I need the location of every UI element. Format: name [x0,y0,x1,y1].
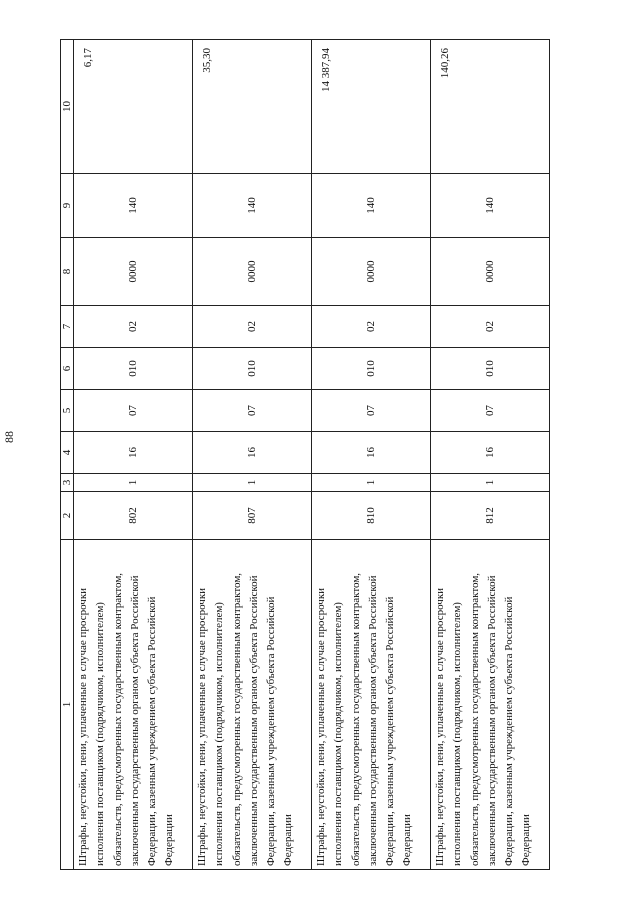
column-header: 2 [61,492,74,540]
code-cell: 16 [312,432,431,474]
code-cell: 010 [74,348,193,390]
code-cell: 140 [431,174,550,238]
amount-cell: 35,30 [193,40,312,174]
admin-code-cell: 807 [193,492,312,540]
code-cell: 0000 [74,238,193,306]
code-cell: 16 [431,432,550,474]
column-header: 10 [61,40,74,174]
column-header: 4 [61,432,74,474]
code-cell: 1 [312,474,431,492]
code-cell: 140 [312,174,431,238]
header-row [61,40,74,870]
column-header: 7 [61,306,74,348]
revenue-table-rotated [60,40,533,870]
row-description: Штрафы, неустойки, пени, уплаченные в случае просрочки исполнения поставщиком (подрядчиком, исполнителем) обязательств, предусмотренных государственным контрактом, заключенным государственным органом субъекта Российской Федерации, казенным учреждением субъекта Российской Федерации [431,540,550,870]
table-row [193,40,312,870]
column-header: 6 [61,348,74,390]
column-header: 3 [61,474,74,492]
code-cell: 010 [193,348,312,390]
code-cell: 07 [193,390,312,432]
code-cell: 02 [312,306,431,348]
code-cell: 07 [74,390,193,432]
page-number: 88 [2,431,16,443]
code-cell: 0000 [193,238,312,306]
admin-code-cell: 802 [74,492,193,540]
code-cell: 1 [431,474,550,492]
code-cell: 0000 [312,238,431,306]
amount-cell: 14 387,94 [312,40,431,174]
admin-code-cell: 812 [431,492,550,540]
code-cell: 16 [74,432,193,474]
code-cell: 07 [312,390,431,432]
code-cell: 1 [193,474,312,492]
row-description: Штрафы, неустойки, пени, уплаченные в случае просрочки исполнения поставщиком (подрядчиком, исполнителем) обязательств, предусмотренных государственным контрактом, заключенным государственным органом субъекта Российской Федерации, казенным учреждением субъекта Российской Федерации [74,540,193,870]
table-row [74,40,193,870]
code-cell: 16 [193,432,312,474]
column-header: 8 [61,238,74,306]
code-cell: 0000 [431,238,550,306]
code-cell: 140 [193,174,312,238]
code-cell: 02 [74,306,193,348]
code-cell: 010 [431,348,550,390]
code-cell: 1 [74,474,193,492]
table-row [312,40,431,870]
row-description: Штрафы, неустойки, пени, уплаченные в случае просрочки исполнения поставщиком (подрядчиком, исполнителем) обязательств, предусмотренных государственным контрактом, заключенным государственным органом субъекта Российской Федерации, казенным учреждением субъекта Российской Федерации [312,540,431,870]
column-header: 1 [61,540,74,870]
row-description: Штрафы, неустойки, пени, уплаченные в случае просрочки исполнения поставщиком (подрядчиком, исполнителем) обязательств, предусмотренных государственным контрактом, заключенным государственным органом субъекта Российской Федерации, казенным учреждением субъекта Российской Федерации [193,540,312,870]
revenue-table [60,39,550,870]
table-row [431,40,550,870]
code-cell: 02 [193,306,312,348]
code-cell: 140 [74,174,193,238]
code-cell: 07 [431,390,550,432]
code-cell: 02 [431,306,550,348]
column-header: 5 [61,390,74,432]
admin-code-cell: 810 [312,492,431,540]
code-cell: 010 [312,348,431,390]
amount-cell: 6,17 [74,40,193,174]
column-header: 9 [61,174,74,238]
amount-cell: 140,26 [431,40,550,174]
